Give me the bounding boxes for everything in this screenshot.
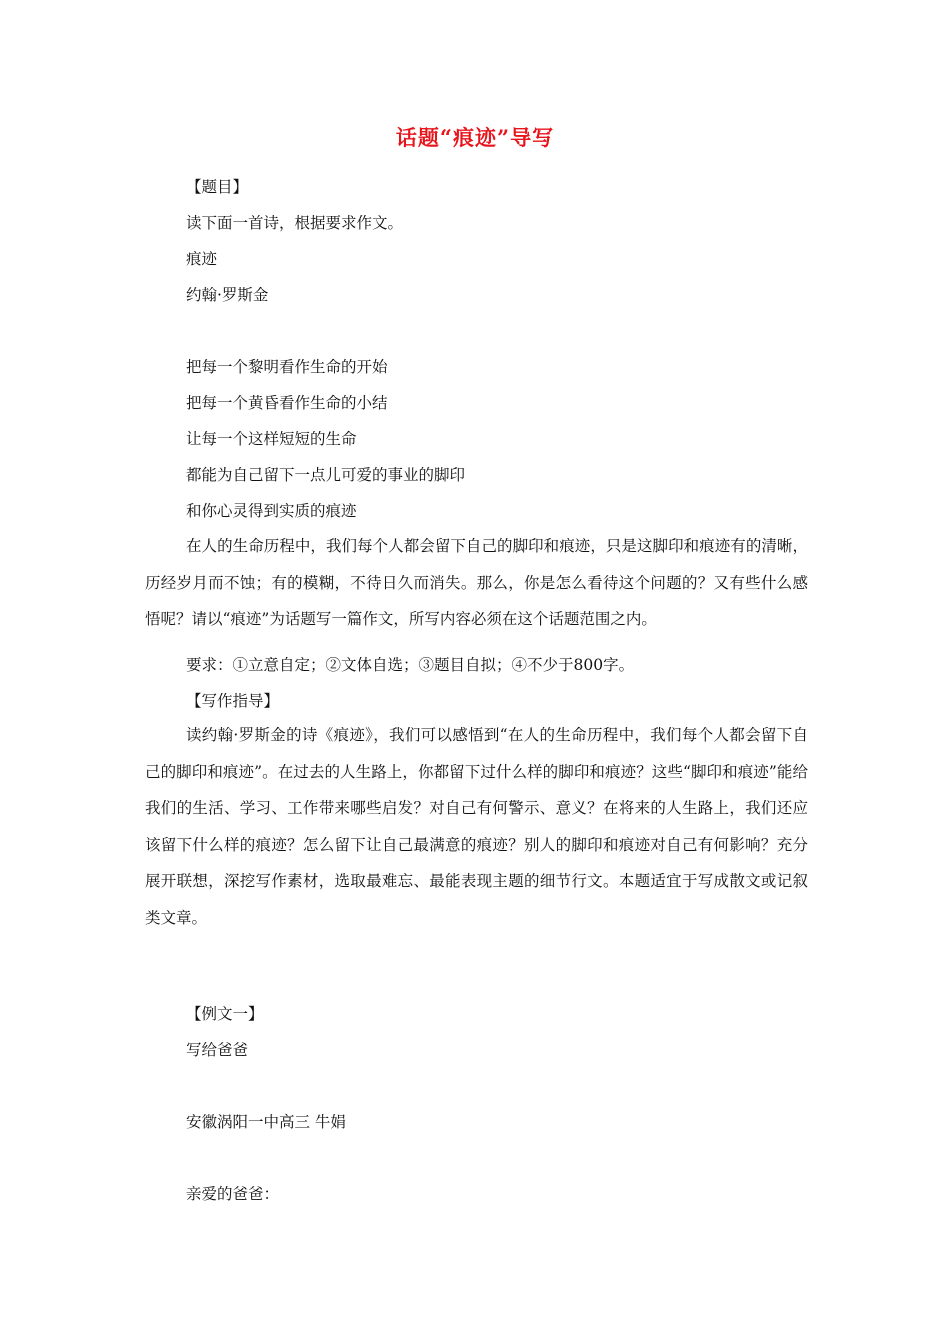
topic-heading: 【题目】 bbox=[186, 178, 249, 196]
document-title: 话题“痕迹”导写 bbox=[395, 125, 555, 150]
topic-paragraph: 在人的生命历程中，我们每个人都会留下自己的脚印和痕迹，只是这脚印和痕迹有的清晰，历经岁月而不蚀；有的模糊，不待日久而消失。那么，你是怎么看待这个问题的？又有些什么感悟呢？请以“痕迹”为话题写一篇作文，所写内容必须在这个话题范围之内。 bbox=[145, 537, 808, 628]
example-title: 写给爸爸 bbox=[186, 1041, 249, 1059]
example-author: 安徽涡阳一中高三 牛娟 bbox=[186, 1113, 346, 1131]
requirements-text: 要求：①立意自定；②文体自选；③题目自拟；④不少于800字。 bbox=[186, 656, 635, 674]
poem-line: 把每一个黎明看作生命的开始 bbox=[186, 358, 388, 376]
instruction-text: 读下面一首诗，根据要求作文。 bbox=[186, 214, 404, 232]
poem-line: 把每一个黄昏看作生命的小结 bbox=[186, 394, 388, 412]
example-heading: 【例文一】 bbox=[186, 1005, 264, 1023]
poem-author: 约翰·罗斯金 bbox=[186, 286, 269, 304]
guide-paragraph: 读约翰·罗斯金的诗《痕迹》，我们可以感悟到“在人的生命历程中，我们每个人都会留下自己的脚印和痕迹”。在过去的人生路上，你都留下过什么样的脚印和痕迹？这些“脚印和痕迹”能给我们的生活、学习、工作带来哪些启发？对自己有何警示、意义？在将来的人生路上，我们还应该留下什么样的痕迹？怎么留下让自己最满意的痕迹？别人的脚印和痕迹对自己有何影响？充分展开联想，深挖写作素材，选取最难忘、最能表现主题的细节行文。本题适宜于写成散文或记叙类文章。 bbox=[145, 726, 808, 927]
guide-heading: 【写作指导】 bbox=[186, 692, 280, 710]
poem-line: 让每一个这样短短的生命 bbox=[186, 430, 357, 448]
poem-line: 和你心灵得到实质的痕迹 bbox=[186, 502, 357, 520]
poem-title: 痕迹 bbox=[186, 250, 218, 268]
poem-line: 都能为自己留下一点儿可爱的事业的脚印 bbox=[186, 466, 466, 484]
example-greeting: 亲爱的爸爸： bbox=[186, 1185, 280, 1203]
